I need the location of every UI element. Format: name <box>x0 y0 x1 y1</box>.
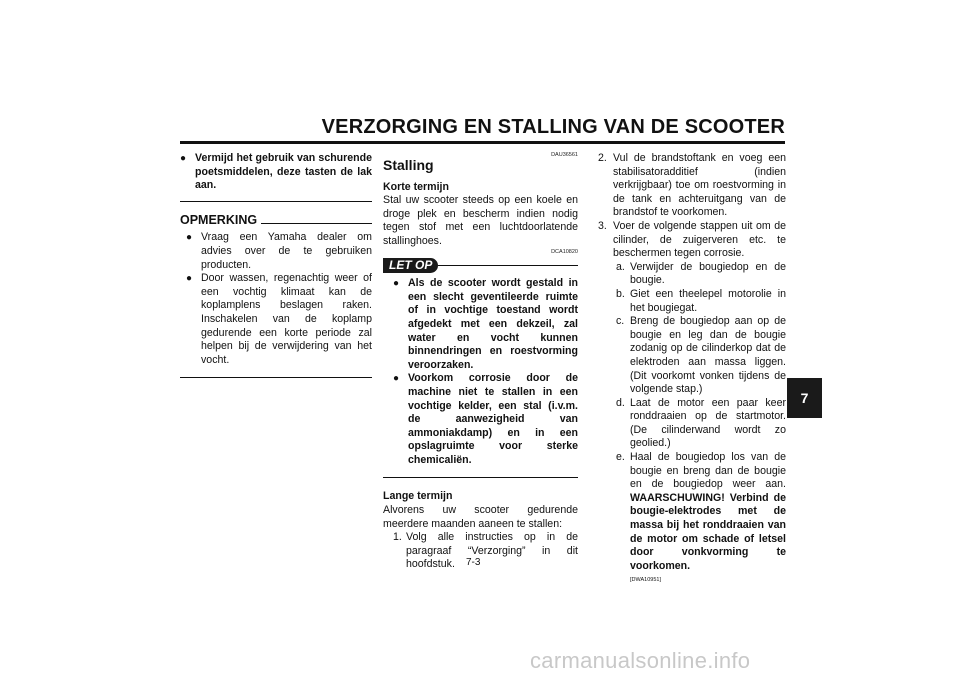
column-left <box>180 152 372 378</box>
list-item <box>180 152 372 193</box>
list-item <box>616 288 786 315</box>
paragraph: Stal uw scooter steeds op een koele en droge plek en bescherm indien nodig tegen stof met een luchtdoorlatende stallinghoes. <box>383 194 578 247</box>
letop-label: LET OP <box>383 258 438 274</box>
substep-letter: c. <box>616 315 625 328</box>
bullet-icon: ● <box>393 278 400 290</box>
substep-text: Verwijder de bougiedop en de bougie. <box>630 260 786 287</box>
column-right <box>598 152 786 584</box>
subsection-title: Korte termijn <box>383 180 449 193</box>
substep-letter: e. <box>616 451 625 464</box>
page-number: 7-3 <box>466 557 481 568</box>
substep-text: Giet een theelepel motorolie in het bougiegat. <box>630 287 786 314</box>
list-item <box>393 277 578 372</box>
opmerking-heading <box>180 214 372 228</box>
step-text: Vul de brandstoftank en voeg een stabilisatoradditief (indien verkrijgbaar) toe om roestvorming in de tank en achteruitgang van de brandstof te voorkomen. <box>613 152 786 219</box>
title-rule <box>180 141 785 144</box>
list-item <box>598 152 786 220</box>
bullet-icon: ● <box>186 273 193 285</box>
section-title: Stalling <box>383 157 434 173</box>
step-number: 1. <box>393 531 402 544</box>
reference-code: DCA10820 <box>551 248 578 255</box>
list-item <box>186 231 372 272</box>
letop-heading <box>383 258 578 274</box>
divider <box>383 477 578 478</box>
list-item <box>616 261 786 288</box>
bullet-icon: ● <box>186 232 193 244</box>
bullet-text: Voorkom corrosie door de machine niet te stallen in een vochtige kelder, een stal (i.v.m. de aanwezigheid van ammoniakdamp) en in een opslagruimte voor sterke chemicaliën. <box>408 372 578 466</box>
list-item <box>616 315 786 397</box>
substep-text-part: Haal de bougiedop los van de bougie en breng dan de bougie en de bougiedop weer aan. <box>630 451 786 491</box>
page-title: VERZORGING EN STALLING VAN DE SCOOTER <box>321 116 785 138</box>
watermark: carmanualsonline.info <box>530 648 751 673</box>
substep-text: Breng de bougiedop aan op de bougie en leg dan de bougie zodanig op de cilinderkop dat de elektroden aan massa liggen. (Dit voorkomt vonken tijdens de volgende stap.) <box>630 315 786 396</box>
bullet-text: Vraag een Yamaha dealer om advies over de te gebruiken producten. <box>201 231 372 271</box>
substep-letter: a. <box>616 260 625 273</box>
step-text: Voer de volgende stappen uit om de cilinder, de zuigerveren etc. te beschermen tegen corrosie. <box>613 219 786 260</box>
list-item <box>186 272 372 367</box>
list-item <box>598 220 786 261</box>
step-number: 2. <box>598 152 607 164</box>
step-text: Volg alle instructies op in de paragraaf “Verzorging” in dit hoofdstuk. <box>406 531 578 571</box>
bullet-text: Vermijd het gebruik van schurende poetsmiddelen, deze tasten de lak aan. <box>195 152 372 192</box>
bullet-icon: ● <box>393 373 400 385</box>
bullet-text: Door wassen, regenachtig weer of een vochtig klimaat kan de koplamplens beslagen raken. Inschakelen van de koplamp gedurende een korte periode zal helpen bij de verwijdering van het vocht. <box>201 272 372 366</box>
column-middle <box>383 152 578 572</box>
list-item <box>393 531 578 572</box>
step-number: 3. <box>598 219 607 232</box>
reference-code: [DWA10951] <box>630 577 661 584</box>
heading-line <box>261 223 372 224</box>
substep-text: Laat de motor een paar keer ronddraaien op de startmotor. (De cilinderwand wordt zo geolied.) <box>630 396 786 450</box>
paragraph: Alvorens uw scooter gedurende meerdere maanden aaneen te stallen: <box>383 504 578 530</box>
list-item <box>616 397 786 451</box>
opmerking-label: OPMERKING <box>180 212 258 227</box>
divider <box>180 201 372 202</box>
list-item <box>393 372 578 467</box>
substep-letter: d. <box>616 396 625 409</box>
list-item <box>616 451 786 573</box>
bullet-text: Als de scooter wordt gestald in een slecht geventileerde ruimte of in vochtige toestand wordt afgedekt met een dekzeil, zal water en vocht kunnen binnendringen en roestvorming veroorzaken. <box>408 277 578 371</box>
chapter-tab: 7 <box>787 378 822 418</box>
warning-text: WAARSCHUWING! Verbind de bougie-elektrodes met de massa bij het ronddraaien van de motor om schade of letsel door vonkvorming te voorkomen. <box>630 491 786 572</box>
bullet-icon: ● <box>180 153 187 164</box>
substep-text <box>630 451 786 573</box>
subsection-title: Lange termijn <box>383 490 453 503</box>
reference-code: DAU36561 <box>551 152 578 158</box>
substep-letter: b. <box>616 287 625 300</box>
heading-line <box>438 265 578 266</box>
divider <box>180 377 372 378</box>
